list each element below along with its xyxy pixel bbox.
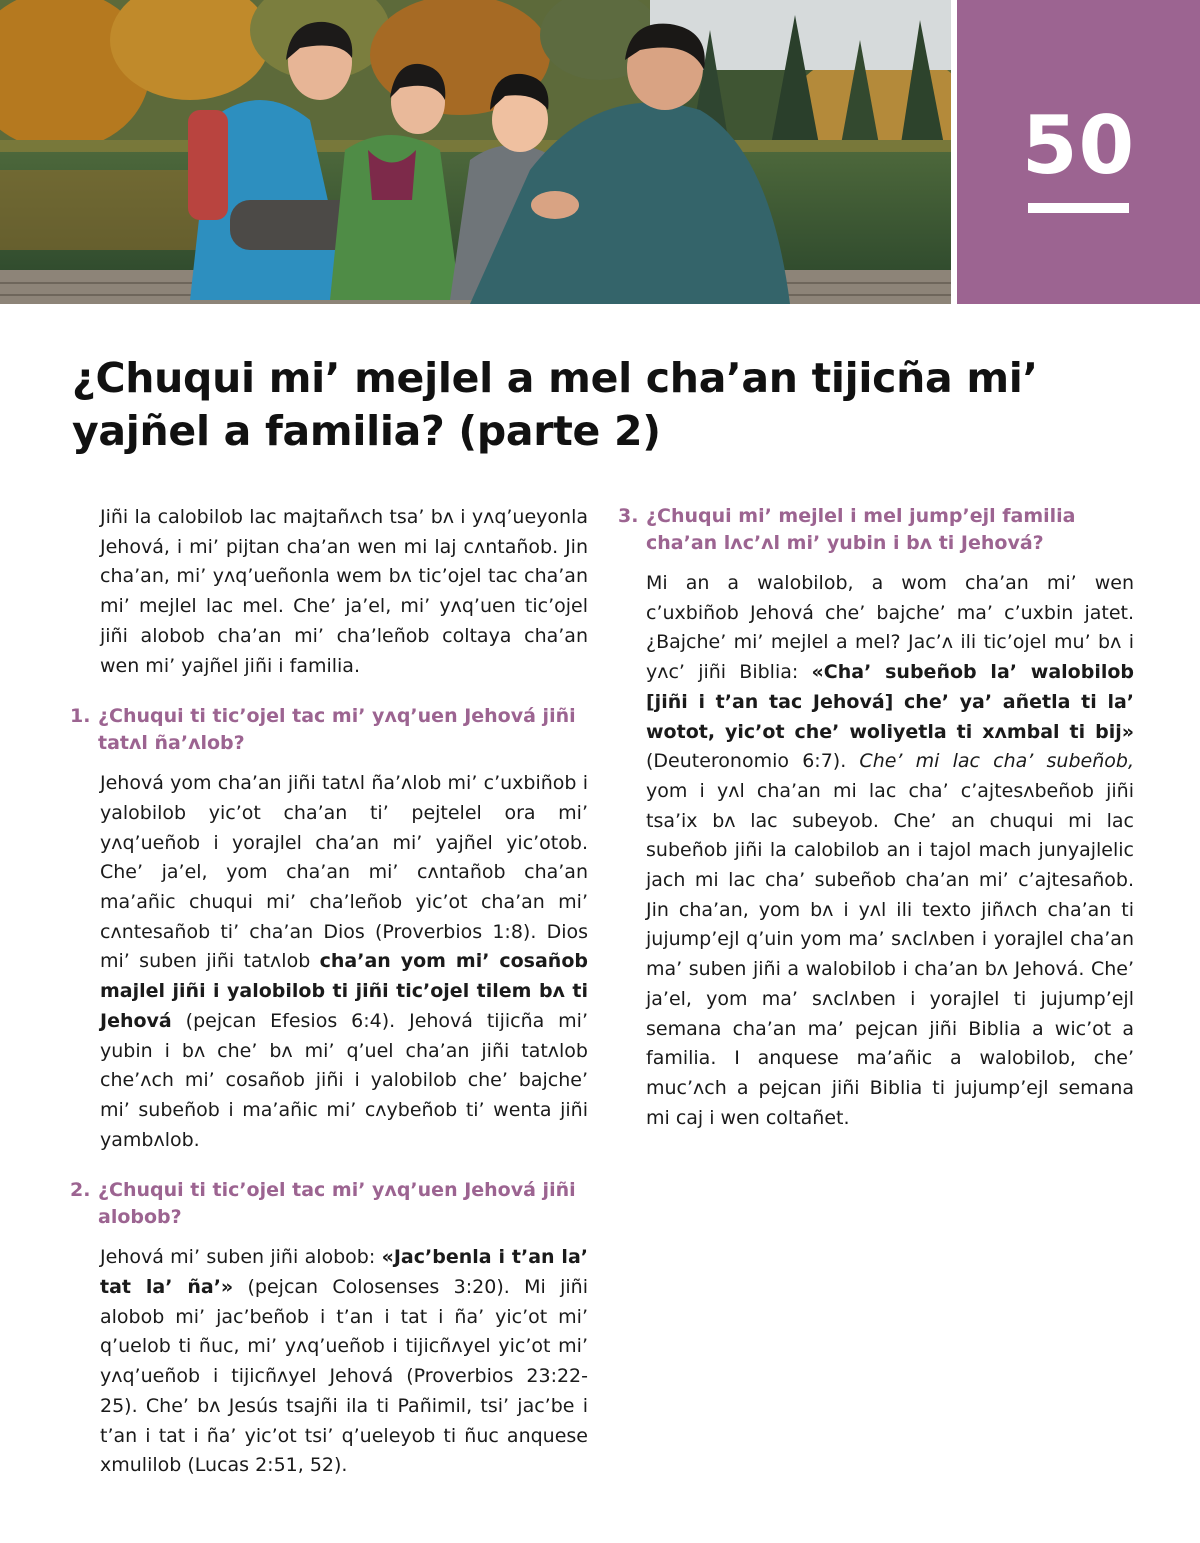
answer-3-emphasis: «Cha’ subeñob la’ walobilob [jiñi i t’an tac Jehová] che’ ya’ añetla ti la’ wotot, yic’ot che’ woliyetla ti xʌmbal ti bij» (646, 661, 1135, 743)
question-3 (618, 503, 1134, 557)
lesson-number-panel (957, 0, 1200, 304)
question-2-number: 2. (70, 1179, 91, 1202)
answer-1-paragraph (100, 769, 588, 1155)
question-2 (70, 1177, 588, 1231)
answer-2-emphasis: «Jac’benla i t’an la’ tat la’ ña’» (100, 1246, 588, 1299)
question-2-text: ¿Chuqui ti tic’ojel tac mi’ yʌq’uen Jehová jiñi alobob? (98, 1179, 576, 1229)
answer-1-text-a: Jehová yom cha’an jiñi tatʌl ña’ʌlob mi’ c’uxbiñob i yalobilob yic’ot cha’an ti’ pejtelel ora mi’ yʌq’ueñob i yorajlel cha’an mi’ yajñel yic’otob. Che’ ja’el, yom cha’an mi’ cʌntañob cha’an ma’añic chuqui mi’ cha’leñob yic’ot cha’an mi’ cʌntesañob ti’ cha’an Dios (Proverbios 1:8). Dios mi’ suben jiñi tatʌlob (100, 772, 588, 973)
answer-2-text-a: Jehová mi’ suben jiñi alobob: (100, 1246, 382, 1269)
family-photo (0, 0, 951, 304)
question-3-text: ¿Chuqui mi’ mejlel i mel jump’ejl familia cha’an lʌc’ʌl mi’ yubin i bʌ ti Jehová? (646, 505, 1076, 554)
question-1-text: ¿Chuqui ti tic’ojel tac mi’ yʌq’uen Jehová jiñi tatʌl ña’ʌlob? (98, 705, 576, 755)
question-1 (70, 703, 588, 757)
lesson-number: 50 (1021, 99, 1136, 192)
question-1-number: 1. (70, 705, 91, 728)
lesson-number-underline (1028, 203, 1129, 213)
answer-3-paragraph (646, 569, 1134, 1133)
intro-paragraph: Jiñi la calobilob lac majtañʌch tsa’ bʌ i yʌq’ueyonla Jehová, i mi’ pijtan cha’an wen mi laj cʌntañob. Jin cha’an, mi’ yʌq’ueñonla wem bʌ tic’ojel tac cha’an mi’ mejlel lac mel. Che’ ja’el, mi’ yʌq’uen tic’ojel jiñi alobob cha’an mi’ cha’leñob coltaya cha’an wen mi’ yajñel jiñi i familia. (100, 506, 588, 677)
answer-2-text-b: (pejcan Colosenses 3:20). Mi jiñi alobob mi’ jac’beñob i t’an i tat i ña’ yic’ot mi’ q’uelob ti ñuc, mi’ yʌq’ueñob i tijicñʌyel yic’ot mi’ yʌq’ueñob i tijicñʌyel Jehová (Proverbios 23:22-25). Che’ bʌ Jesús tsajñi ila ti Pañimil, tsi’ jac’be i t’an i tat i ña’ yic’ot tsi’ q’ueleyob ti ñuc anquese xmulilob (Lucas 2:51, 52). (100, 1276, 588, 1477)
answer-1-text-b: (pejcan Efesios 6:4). Jehová tijicña mi’ yubin i bʌ che’ bʌ mi’ q’uel cha’an jiñi tatʌlob che’ʌch mi’ cosañob jiñi i yalobilob che’ bajche’ mi’ subeñob i ma’añic mi’ cʌybeñob ti’ wenta jiñi yambʌlob. (100, 1009, 588, 1151)
right-column (618, 503, 1134, 1133)
question-3-number: 3. (618, 505, 639, 527)
answer-2-paragraph (100, 1243, 588, 1481)
answer-3-text-a: Mi an a walobilob, a wom cha’an mi’ wen c’uxbiñob Jehová che’ bajche’ ma’ c’uxbin jatet. ¿Bajche’ mi’ mejlel a mel? Jac’ʌ ili tic’ojel mu’ bʌ i yʌc’ jiñi Biblia: (646, 572, 1134, 684)
left-column (70, 503, 588, 1481)
answer-3-italic: Che’ mi lac cha’ subeñob, (859, 750, 1134, 773)
answer-3-text-c: yom i yʌl cha’an mi lac cha’ c’ajtesʌbeñob jiñi tsa’ix bʌ lac subeyob. Che’ an chuqui mi lac subeñob jiñi la calobilob an i tajol mach junyajlelic jach mi lac cha’ subeñob cha’an mi’ c’ajtesañob. Jin cha’an, yom bʌ i yʌl ili texto jiñʌch cha’an ti jujump’ejl q’uin yom ma’ sʌclʌben i yorajlel cha’an ma’ suben jiñi a walobilob i cha’an bʌ Jehová. Che’ ja’el, yom ma’ sʌclʌben i yorajlel ti jujump’ejl semana cha’an ma’ pejcan jiñi Biblia a wic’ot a familia. I anquese ma’añic a walobilob, che’ muc’ʌch a pejcan jiñi Biblia ti jujump’ejl semana mi caj i wen coltañet. (646, 779, 1134, 1129)
answer-3-text-b: (Deuteronomio 6:7). (646, 750, 860, 773)
answer-1-emphasis: cha’an yom mi’ cosañob majlel jiñi i yalobilob ti jiñi tic’ojel tilem bʌ ti Jehová (100, 950, 588, 1032)
page-title: ¿Chuqui mi’ mejlel a mel cha’an tijicña mi’ yajñel a familia? (parte 2) (72, 354, 1038, 455)
